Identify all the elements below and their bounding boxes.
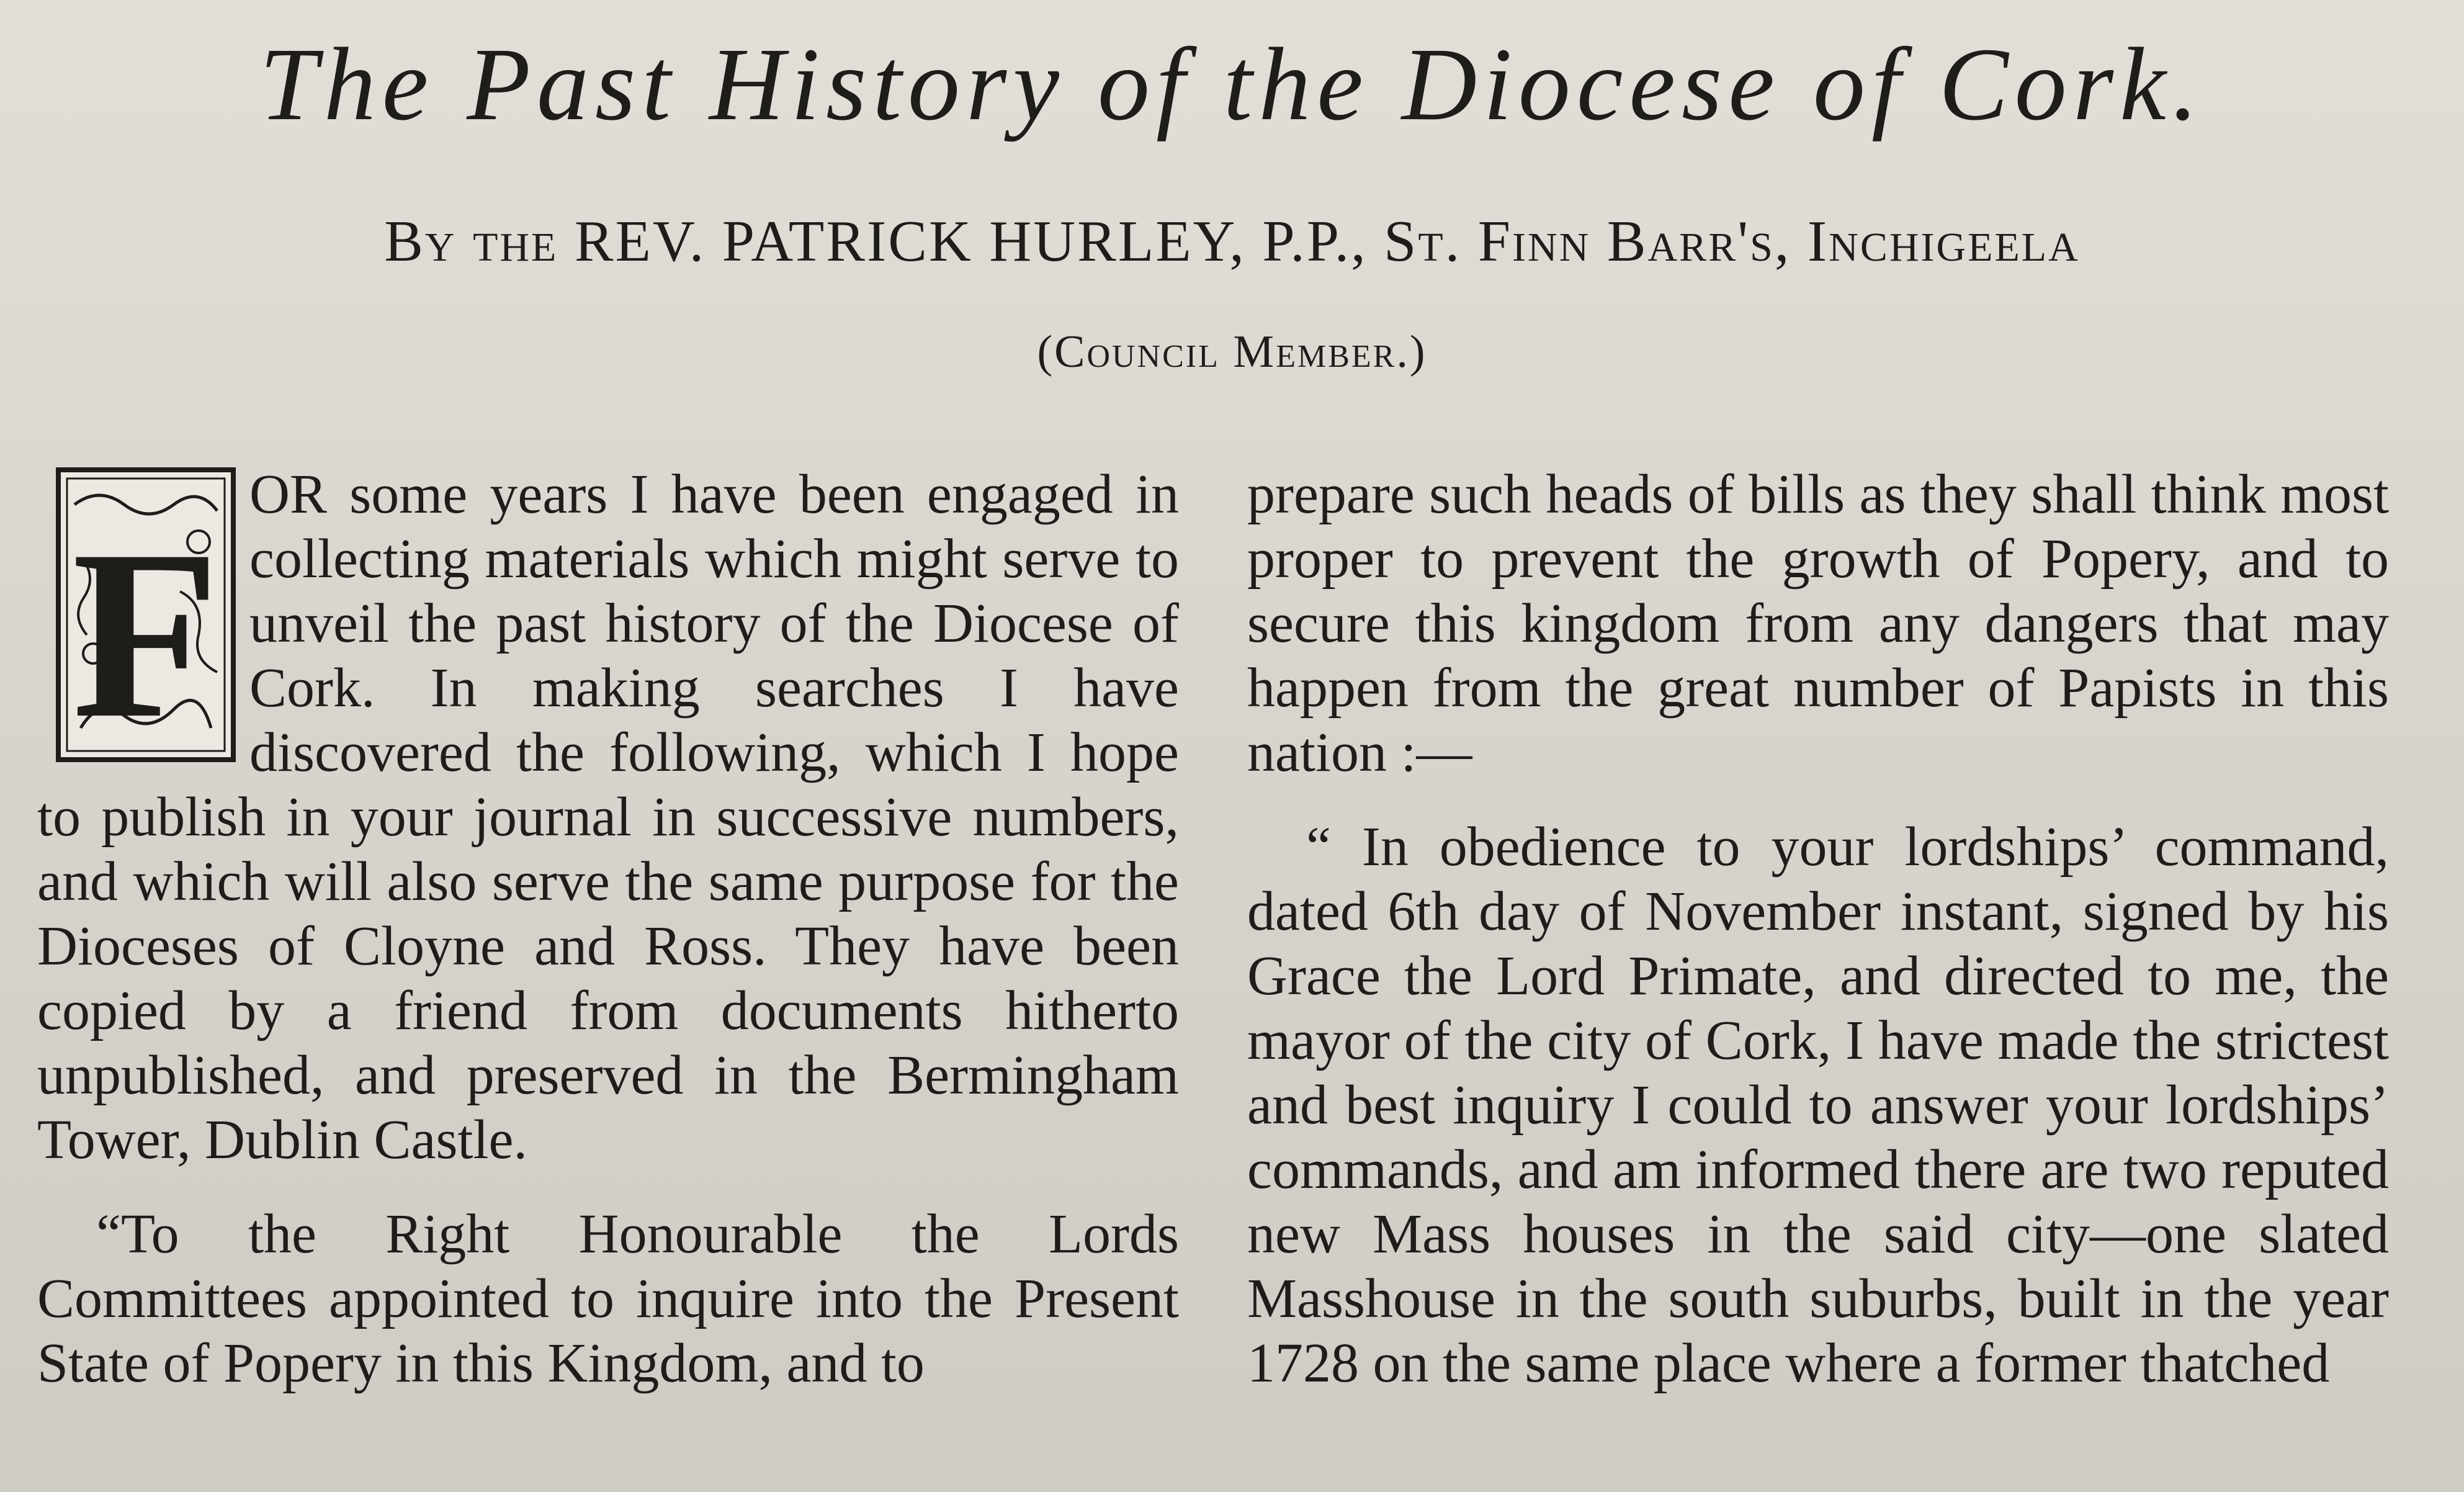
left-column [37, 462, 1179, 1396]
right-paragraph-1: prepare such heads of bills as they shall think most proper to prevent the growth of Popery, and to secure this kingdom from any dangers that may happen from the great number of Papists in this nation :— [1247, 464, 2389, 783]
council-member-note: (Council Member.) [1037, 326, 1427, 377]
ornamental-dropcap [56, 467, 236, 762]
dropcap-letter: F [71, 500, 220, 762]
ornamental-dropcap-icon [56, 467, 236, 762]
right-column [1247, 462, 2389, 1396]
article-title: The Past History of the Diocese of Cork. [259, 27, 2205, 142]
left-paragraph-1 [37, 462, 1179, 1172]
left-paragraph-1-text: OR some years I have been engaged in collecting materials which might serve to unveil the past history of the Diocese of Cork. In making searches I have discovered the following, which I hope to publish in your journal in successive numbers, and which will also serve the same purpose for the Dioceses of Cloyne and Ross. They have been copied by a friend from documents hitherto unpublished, and preserved in the Bermingham Tower, Dublin Castle. [37, 464, 1179, 1171]
left-paragraph-2: “To the Right Honourable the Lords Committees appointed to inquire into the Present State of Popery in this Kingdom, and to [37, 1203, 1179, 1394]
article-byline: By the REV. PATRICK HURLEY, P.P., St. Finn Barr's, Inchigeela [384, 209, 2080, 274]
right-paragraph-2: “ In obedience to your lordships’ command, dated 6th day of November instant, signed by his Grace the Lord Primate, and directed to me, the mayor of the city of Cork, I have made the strictest and best inquiry I could to answer your lordships’ commands, and am informed there are two reputed new Mass houses in the said city—one slated Masshouse in the south suburbs, built in the year 1728 on the same place where a former thatched [1247, 816, 2389, 1394]
